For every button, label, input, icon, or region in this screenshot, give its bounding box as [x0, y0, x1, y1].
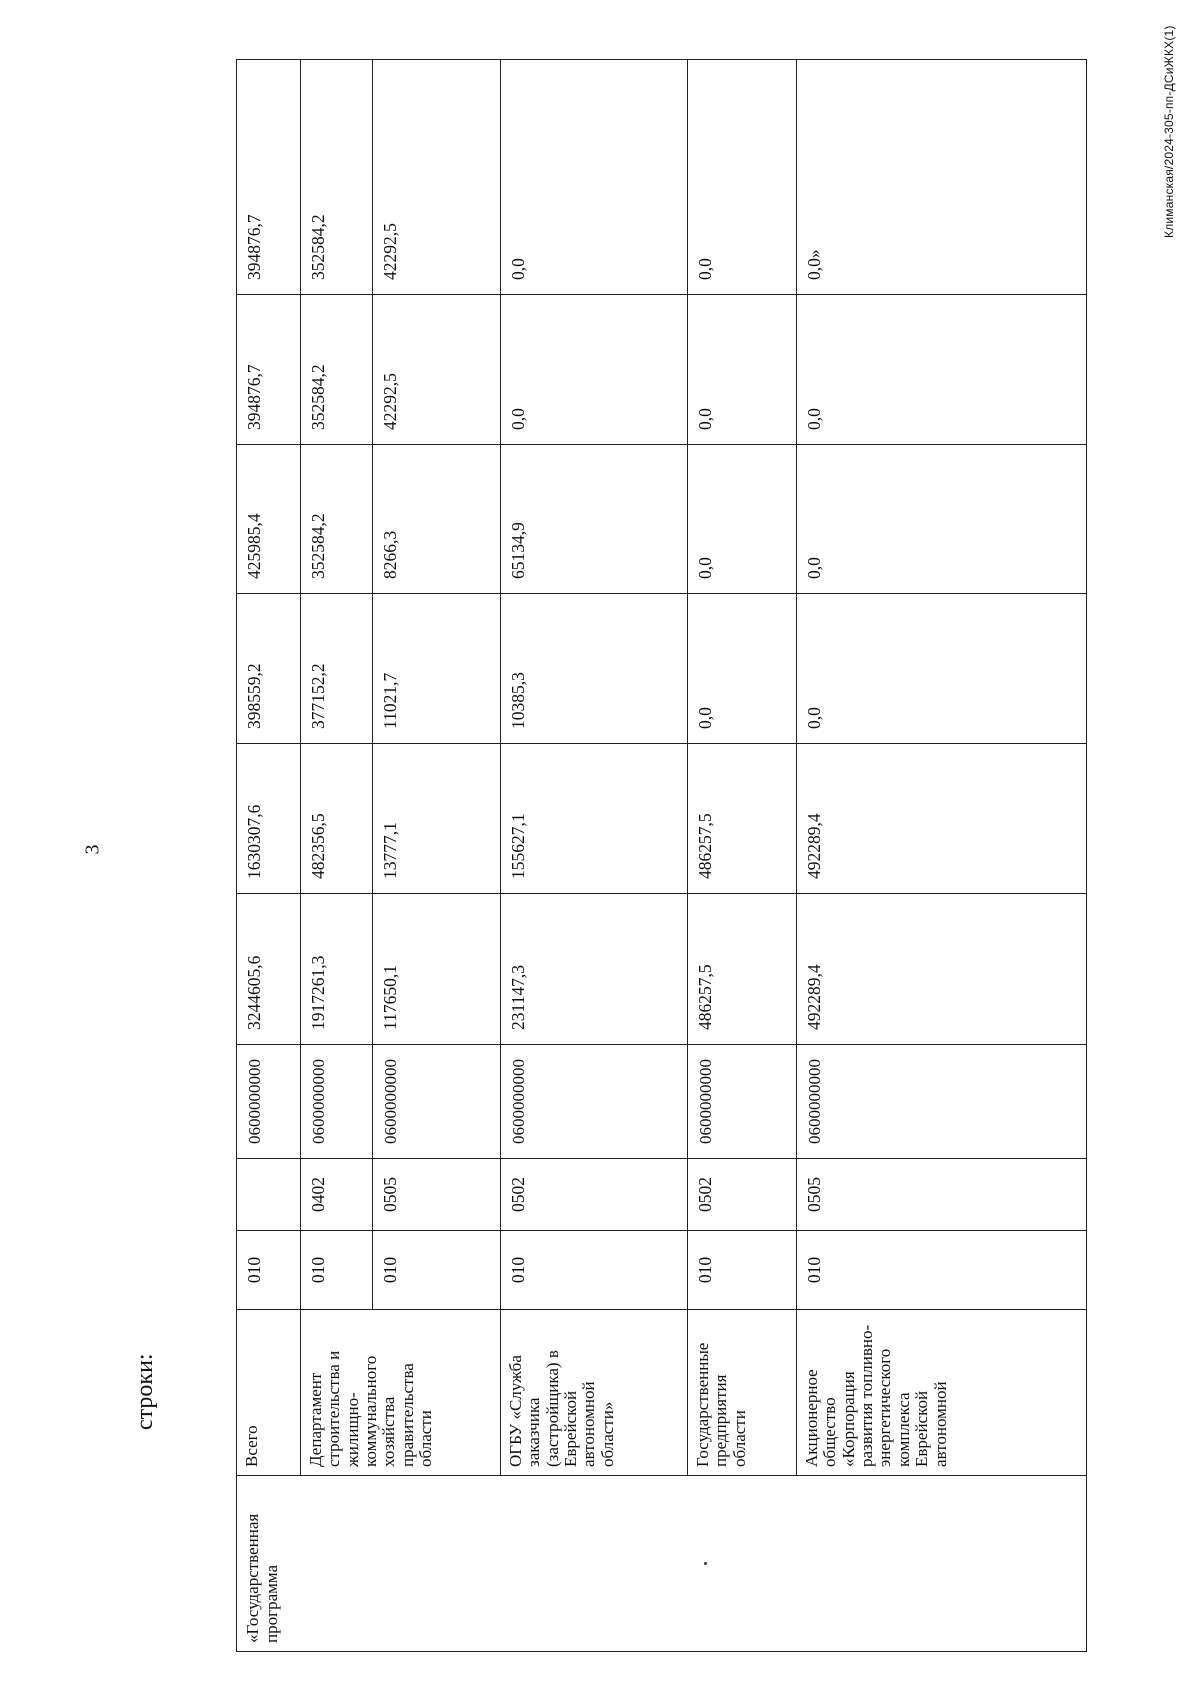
- value-cell: 0,0: [501, 60, 688, 295]
- value-cell: 117650,1: [373, 894, 501, 1045]
- grbs-cell: 010: [797, 1231, 1087, 1310]
- csr-cell: 0600000000: [301, 1045, 373, 1159]
- value-cell: 425985,4: [237, 445, 301, 594]
- section-heading: строки:: [132, 1353, 158, 1430]
- value-cell: 486257,5: [688, 894, 797, 1045]
- value-cell: 10385,3: [501, 594, 688, 744]
- value-cell: 231147,3: [501, 894, 688, 1045]
- source-cell: Департамент строительства и жилищно-коммунального хозяйства правительства области: [301, 1310, 501, 1476]
- grbs-cell: 010: [501, 1231, 688, 1310]
- value-cell: 492289,4: [797, 744, 1087, 894]
- value-cell: 155627,1: [501, 744, 688, 894]
- value-cell: 394876,7: [237, 60, 301, 295]
- value-cell: 13777,1: [373, 744, 501, 894]
- value-cell: 0,0: [688, 295, 797, 445]
- value-cell: 0,0: [688, 60, 797, 295]
- value-cell: 352584,2: [301, 60, 373, 295]
- value-cell: 11021,7: [373, 594, 501, 744]
- rzpr-cell: 0505: [797, 1159, 1087, 1231]
- table-row: [301, 60, 373, 1652]
- rzpr-cell: 0505: [373, 1159, 501, 1231]
- rzpr-cell: 0402: [301, 1159, 373, 1231]
- source-cell: ОГБУ «Служба заказчика (застройщика) в Еврейской автономной области»: [501, 1310, 688, 1476]
- value-cell: 0,0: [501, 295, 688, 445]
- value-cell: 492289,4: [797, 894, 1087, 1045]
- source-cell: Всего: [237, 1310, 301, 1476]
- grbs-cell: 010: [237, 1231, 301, 1310]
- value-cell: 3244605,6: [237, 894, 301, 1045]
- rzpr-cell: 0502: [688, 1159, 797, 1231]
- table-row: [501, 60, 688, 1652]
- document-footer-code: Климанская/2024-305-пп-ДСиЖКХ(1): [1162, 25, 1176, 238]
- grbs-cell: 010: [688, 1231, 797, 1310]
- value-cell: 1630307,6: [237, 744, 301, 894]
- source-cell: Государственные предприятия области: [688, 1310, 797, 1476]
- value-cell: 0,0: [688, 594, 797, 744]
- table-row: [797, 60, 1087, 1652]
- value-cell: 394876,7: [237, 295, 301, 445]
- value-cell: 0,0: [688, 445, 797, 594]
- rzpr-cell: [237, 1159, 301, 1231]
- csr-cell: 0600000000: [237, 1045, 301, 1159]
- budget-table-container: [236, 60, 1086, 1652]
- program-name-cell: «Государственная программа: [237, 1476, 1087, 1652]
- value-cell: 486257,5: [688, 744, 797, 894]
- csr-cell: 0600000000: [373, 1045, 501, 1159]
- value-cell: 8266,3: [373, 445, 501, 594]
- value-cell: 0,0: [797, 594, 1087, 744]
- csr-cell: 0600000000: [688, 1045, 797, 1159]
- table-row: [688, 60, 797, 1652]
- value-cell: 65134,9: [501, 445, 688, 594]
- value-cell: 42292,5: [373, 295, 501, 445]
- grbs-cell: 010: [373, 1231, 501, 1310]
- page-number: 3: [81, 844, 104, 855]
- value-cell: 0,0: [797, 295, 1087, 445]
- value-cell: 0,0: [797, 445, 1087, 594]
- value-cell: 377152,2: [301, 594, 373, 744]
- rzpr-cell: 0502: [501, 1159, 688, 1231]
- csr-cell: 0600000000: [797, 1045, 1087, 1159]
- value-cell: 1917261,3: [301, 894, 373, 1045]
- value-cell: 42292,5: [373, 60, 501, 295]
- budget-table: [236, 59, 1087, 1652]
- grbs-cell: 010: [301, 1231, 373, 1310]
- source-cell: Акционерное общество «Корпорация развития топливно-энергетического комплекса Еврейской автономной: [797, 1310, 1087, 1476]
- value-cell: 352584,2: [301, 295, 373, 445]
- value-cell: 482356,5: [301, 744, 373, 894]
- csr-cell: 0600000000: [501, 1045, 688, 1159]
- value-cell: 352584,2: [301, 445, 373, 594]
- value-cell: 398559,2: [237, 594, 301, 744]
- table-row: [237, 60, 301, 1652]
- value-cell: 0,0»: [797, 60, 1087, 295]
